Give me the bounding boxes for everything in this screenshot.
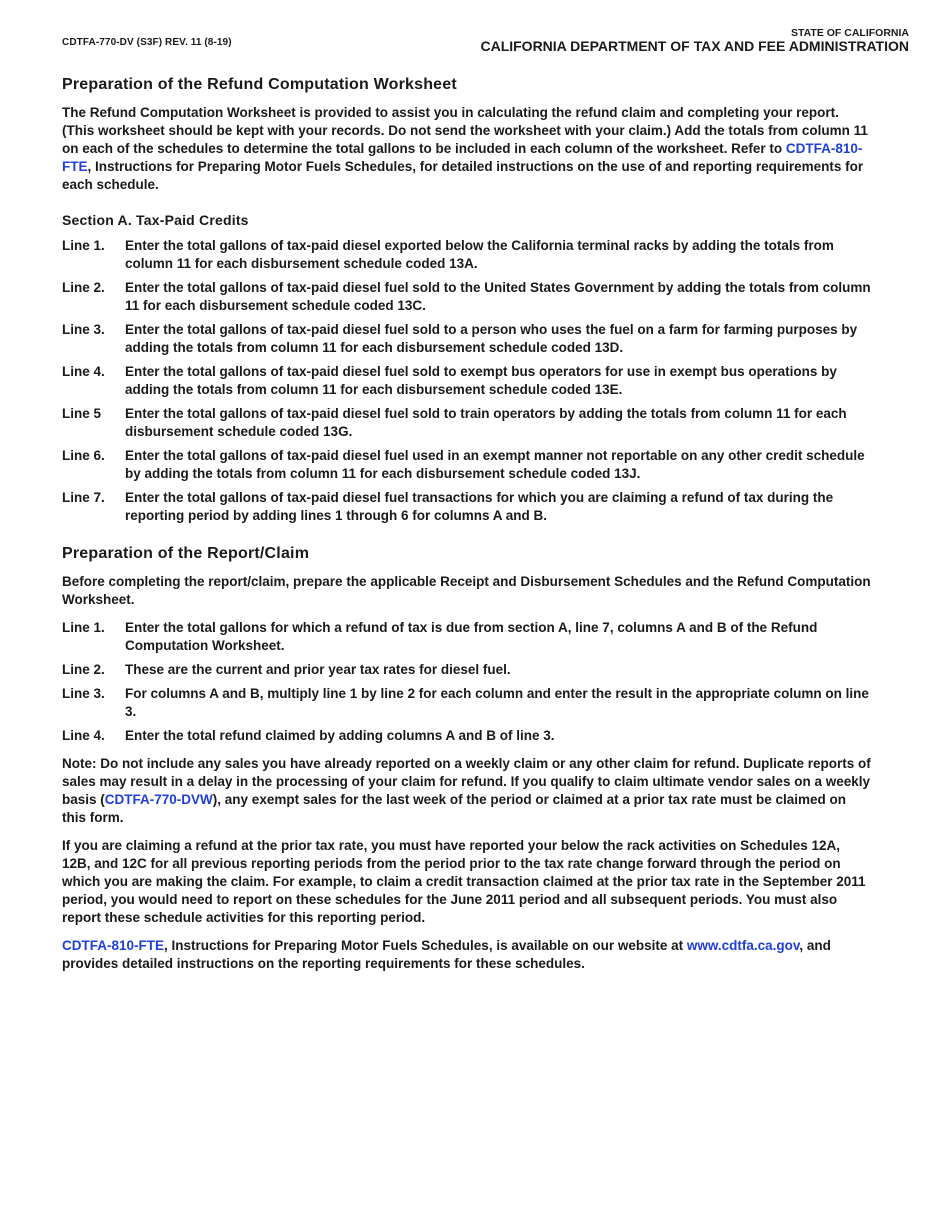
line-text: Enter the total gallons for which a refund of tax is due from section A, line 7, columns A and B of the Refund Computation Worksheet. (125, 620, 818, 653)
report-line-1 (62, 619, 872, 655)
form-id: CDTFA-770-DV (S3F) REV. 11 (8-19) (62, 37, 232, 48)
line-label: Line 1. (62, 238, 105, 253)
line-label: Line 1. (62, 620, 105, 635)
agency-header (480, 28, 909, 54)
line-label: Line 2. (62, 280, 105, 295)
worksheet-intro-text-2: , Instructions for Preparing Motor Fuels Schedules, for detailed instructions on the use of and reporting requirements for each schedule. (62, 159, 864, 192)
line-label: Line 7. (62, 490, 105, 505)
section-a-line-5 (62, 405, 872, 441)
report-line-3 (62, 685, 872, 721)
section-a-line-7 (62, 489, 872, 525)
section-a-line-2 (62, 279, 872, 315)
worksheet-intro (62, 104, 872, 194)
department-name: CALIFORNIA DEPARTMENT OF TAX AND FEE ADMINISTRATION (480, 38, 909, 54)
section-a-line-4 (62, 363, 872, 399)
line-label: Line 3. (62, 322, 105, 337)
line-text: Enter the total gallons of tax-paid diesel fuel transactions for which you are claiming a refund of tax during the reporting period by adding lines 1 through 6 for columns A and B. (125, 490, 834, 523)
closing-text-1: , Instructions for Preparing Motor Fuels Schedules, is available on our website at (164, 938, 687, 953)
cdtfa-810-fte-link-2[interactable]: CDTFA-810-FTE (62, 938, 165, 953)
line-text: Enter the total gallons of tax-paid diesel fuel sold to the United States Government by adding the totals from column 11 for each disbursement schedule coded 13C. (125, 280, 871, 313)
closing-paragraph (62, 937, 872, 973)
closing-text-2: , and provides detailed instructions on the reporting requirements for these schedules. (62, 938, 831, 971)
line-label: Line 6. (62, 448, 105, 463)
line-text: Enter the total refund claimed by adding columns A and B of line 3. (125, 728, 555, 743)
line-text: Enter the total gallons of tax-paid diesel fuel sold to exempt bus operators for use in exempt bus operations by adding the totals from column 11 for each disbursement schedule coded 13E. (125, 364, 837, 397)
line-label: Line 5 (62, 406, 102, 421)
note-text-2: ), any exempt sales for the last week of the period or claimed at a prior tax rate must be claimed on this form. (62, 792, 846, 825)
line-text: For columns A and B, multiply line 1 by line 2 for each column and enter the result in the appropriate column on line 3. (125, 686, 869, 719)
line-text: Enter the total gallons of tax-paid diesel fuel used in an exempt manner not reportable on any other credit schedule by adding the totals from column 11 for each disbursement schedule coded 13J. (125, 448, 865, 481)
cdtfa-810-fte-link[interactable]: CDTFA-810-FTE (62, 141, 863, 174)
worksheet-intro-text-1: The Refund Computation Worksheet is provided to assist you in calculating the refund claim and completing your report. (This worksheet should be kept with your records. Do not send the worksheet with your claim.) Add the totals from column 11 on each of the schedules to determine the total gallons to be included in each column of the worksheet. Refer to (62, 105, 868, 156)
line-label: Line 3. (62, 686, 105, 701)
prior-rate-paragraph: If you are claiming a refund at the prior tax rate, you must have reported your below the rack activities on Schedules 12A, 12B, and 12C for all previous reporting periods from the period prior to the tax rate change forward through the period on which you are making the claim. For example, to claim a credit transaction claimed at the prior tax rate in the September 2011 period, you would need to report on these schedules for the June 2011 period and all subsequent periods. You must also report these schedule activities for this reporting period. (62, 838, 866, 925)
line-text: Enter the total gallons of tax-paid diesel exported below the California terminal racks by adding the totals from column 11 for each disbursement schedule coded 13A. (125, 238, 834, 271)
note-text-1: Note: Do not include any sales you have already reported on a weekly claim or any other claim for refund. Duplicate reports of sales may result in a delay in the processing of your claim for refund. If you qualify to claim ultimate vendor sales on a weekly basis ( (62, 756, 871, 807)
line-text: Enter the total gallons of tax-paid diesel fuel sold to train operators by adding the totals from column 11 for each disbursement schedule coded 13G. (125, 406, 847, 439)
section-a-title: Section A. Tax-Paid Credits (62, 212, 249, 228)
line-label: Line 4. (62, 728, 105, 743)
line-label: Line 2. (62, 662, 105, 677)
report-line-2 (62, 661, 872, 679)
line-label: Line 4. (62, 364, 105, 379)
report-line-4 (62, 727, 872, 745)
section-a-line-6 (62, 447, 872, 483)
state-name: STATE OF CALIFORNIA (790, 27, 909, 39)
report-intro: Before completing the report/claim, prepare the applicable Receipt and Disbursement Schedules and the Refund Computation Worksheet. (62, 574, 871, 607)
section-a-line-1 (62, 237, 872, 273)
section-a-line-3 (62, 321, 872, 357)
document-body (62, 76, 872, 983)
website-link[interactable]: www.cdtfa.ca.gov (686, 938, 800, 953)
cdtfa-770-dvw-link[interactable]: CDTFA-770-DVW (104, 792, 213, 807)
note-paragraph (62, 755, 872, 827)
worksheet-title: Preparation of the Refund Computation Worksheet (62, 76, 457, 93)
line-text: These are the current and prior year tax rates for diesel fuel. (125, 662, 511, 677)
report-title: Preparation of the Report/Claim (62, 545, 310, 562)
line-text: Enter the total gallons of tax-paid diesel fuel sold to a person who uses the fuel on a farm for farming purposes by adding the totals from column 11 for each disbursement schedule coded 13D. (125, 322, 858, 355)
